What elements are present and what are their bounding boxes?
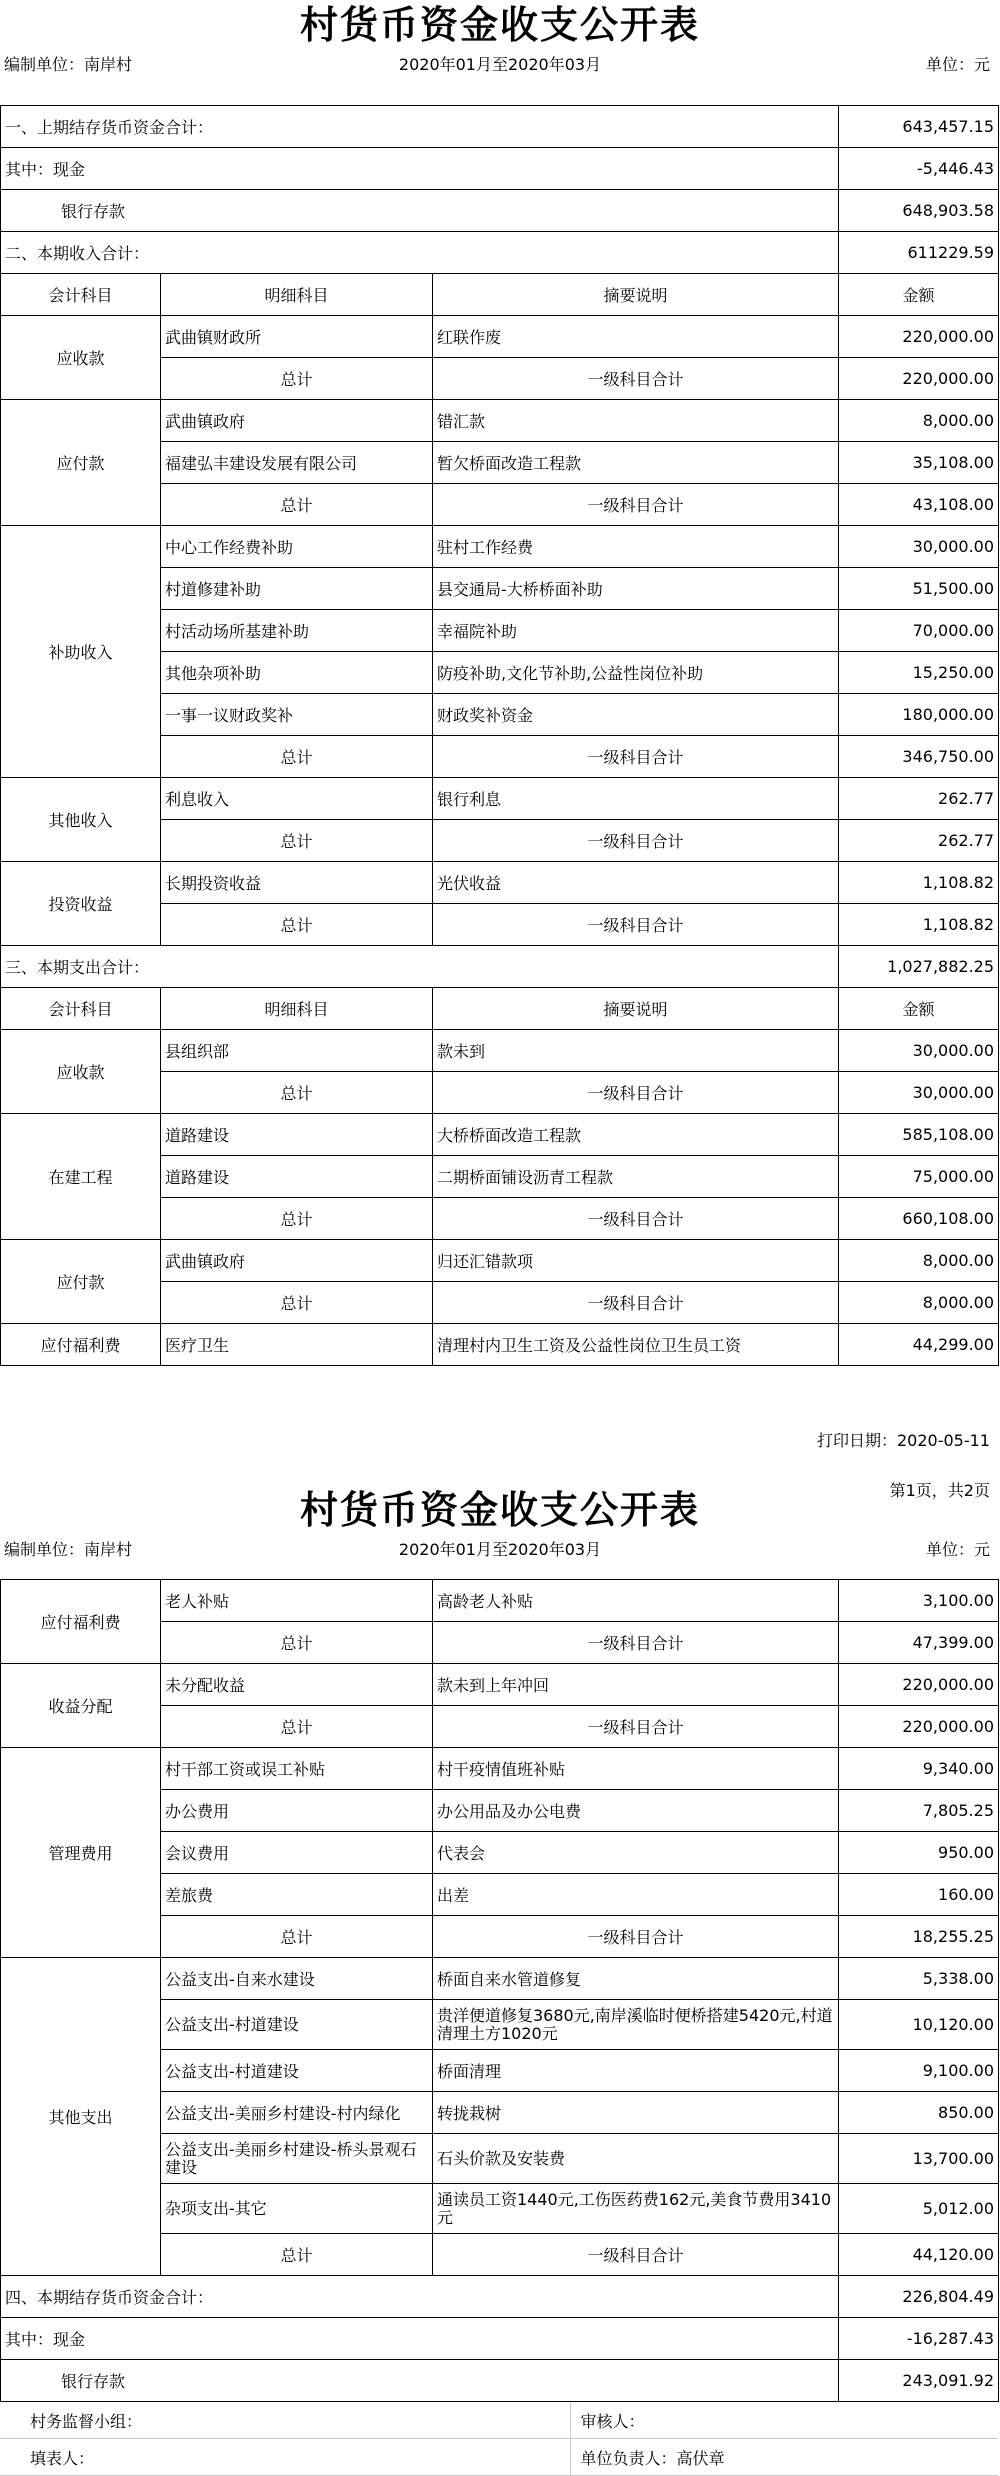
desc-cell: 归还汇错款项 (433, 1240, 839, 1282)
first-level-label: 一级科目合计 (433, 484, 839, 526)
first-level-label: 一级科目合计 (433, 1198, 839, 1240)
ledger-table-2 (0, 1579, 999, 2402)
total-label: 总计 (161, 358, 433, 400)
subtotal-amount: 44,120.00 (839, 2234, 999, 2276)
first-level-label: 一级科目合计 (433, 1622, 839, 1664)
preparer-label: 填表人： (0, 2439, 570, 2476)
table-row (1, 1580, 999, 1622)
desc-cell: 二期桥面铺设沥青工程款 (433, 1156, 839, 1198)
subject-cell: 应收款 (1, 316, 161, 400)
opening-bank-row (1, 190, 999, 232)
amount-cell: 44,299.00 (839, 1324, 999, 1366)
supervisor-label: 村务监督小组： (0, 2402, 570, 2439)
amount-cell: 585,108.00 (839, 1114, 999, 1156)
detail-cell: 武曲镇财政所 (161, 316, 433, 358)
total-label: 总计 (161, 1072, 433, 1114)
desc-cell: 通读员工资1440元,工伤医药费162元,美食节费用3410元 (433, 2184, 839, 2234)
detail-cell: 村活动场所基建补助 (161, 610, 433, 652)
detail-cell: 长期投资收益 (161, 862, 433, 904)
col-header-subject: 会计科目 (1, 988, 161, 1030)
first-level-label: 一级科目合计 (433, 2234, 839, 2276)
subject-cell: 其他支出 (1, 1958, 161, 2276)
first-level-label: 一级科目合计 (433, 1282, 839, 1324)
subtotal-amount: 220,000.00 (839, 358, 999, 400)
compiling-unit: 编制单位：南岸村 (4, 55, 133, 74)
amount-cell: 30,000.00 (839, 526, 999, 568)
amount-cell: 8,000.00 (839, 400, 999, 442)
amount-cell: 220,000.00 (839, 1664, 999, 1706)
amount-cell: 850.00 (839, 2092, 999, 2134)
table-row (1, 400, 999, 442)
expense-section-continued (1, 1580, 999, 2276)
closing-bank-label: 银行存款 (1, 2360, 839, 2402)
detail-cell: 老人补贴 (161, 1580, 433, 1622)
opening-cash-row (1, 148, 999, 190)
opening-bank-amount: 648,903.58 (839, 190, 999, 232)
desc-cell: 幸福院补助 (433, 610, 839, 652)
detail-cell: 办公费用 (161, 1790, 433, 1832)
amount-cell: 15,250.00 (839, 652, 999, 694)
page-number: 第1页，共2页 (889, 1481, 990, 1500)
subject-cell: 应付福利费 (1, 1324, 161, 1366)
total-label: 总计 (161, 1916, 433, 1958)
amount-cell: 35,108.00 (839, 442, 999, 484)
first-level-label: 一级科目合计 (433, 1072, 839, 1114)
subject-cell: 管理费用 (1, 1748, 161, 1958)
desc-cell: 桥面清理 (433, 2050, 839, 2092)
desc-cell: 光伏收益 (433, 862, 839, 904)
amount-cell: 9,100.00 (839, 2050, 999, 2092)
table-row (1, 316, 999, 358)
first-level-label: 一级科目合计 (433, 1706, 839, 1748)
detail-cell: 武曲镇政府 (161, 1240, 433, 1282)
opening-cash-amount: -5,446.43 (839, 148, 999, 190)
desc-cell: 转拢栽树 (433, 2092, 839, 2134)
detail-cell: 公益支出-美丽乡村建设-村内绿化 (161, 2092, 433, 2134)
subtotal-amount: 43,108.00 (839, 484, 999, 526)
amount-cell: 10,120.00 (839, 2000, 999, 2050)
desc-cell: 石头价款及安装费 (433, 2134, 839, 2184)
amount-cell: 51,500.00 (839, 568, 999, 610)
subject-cell: 应付福利费 (1, 1580, 161, 1664)
total-label: 总计 (161, 1706, 433, 1748)
detail-cell: 村干部工资或误工补贴 (161, 1748, 433, 1790)
desc-cell: 代表会 (433, 1832, 839, 1874)
amount-cell: 70,000.00 (839, 610, 999, 652)
detail-cell: 道路建设 (161, 1156, 433, 1198)
opening-cash-label: 其中：现金 (1, 148, 839, 190)
total-label: 总计 (161, 736, 433, 778)
desc-cell: 红联作废 (433, 316, 839, 358)
amount-cell: 1,108.82 (839, 862, 999, 904)
desc-cell: 款未到上年冲回 (433, 1664, 839, 1706)
desc-cell: 款未到 (433, 1030, 839, 1072)
amount-cell: 5,338.00 (839, 1958, 999, 2000)
detail-cell: 公益支出-村道建设 (161, 2050, 433, 2092)
col-header-amount: 金额 (839, 274, 999, 316)
amount-cell: 7,805.25 (839, 1790, 999, 1832)
meta-row (0, 1535, 1000, 1565)
detail-cell: 差旅费 (161, 1874, 433, 1916)
table-row (1, 1748, 999, 1790)
total-label: 总计 (161, 904, 433, 946)
closing-bank-row (1, 2360, 999, 2402)
col-header-amount: 金额 (839, 988, 999, 1030)
col-header-desc: 摘要说明 (433, 988, 839, 1030)
amount-cell: 3,100.00 (839, 1580, 999, 1622)
page-title: 村货币资金收支公开表 (299, 2, 700, 47)
desc-cell: 办公用品及办公电费 (433, 1790, 839, 1832)
total-label: 总计 (161, 1622, 433, 1664)
total-label: 总计 (161, 2234, 433, 2276)
table-header-row (1, 274, 999, 316)
total-label: 总计 (161, 484, 433, 526)
detail-cell: 一事一议财政奖补 (161, 694, 433, 736)
subject-cell: 补助收入 (1, 526, 161, 778)
desc-cell: 桥面自来水管道修复 (433, 1958, 839, 2000)
subject-cell: 投资收益 (1, 862, 161, 946)
report-period: 2020年01月至2020年03月 (398, 1540, 602, 1559)
amount-cell: 220,000.00 (839, 316, 999, 358)
expense-total-label: 三、本期支出合计： (1, 946, 839, 988)
leader-label: 单位负责人：高伏章 (570, 2439, 998, 2476)
desc-cell: 高龄老人补贴 (433, 1580, 839, 1622)
col-header-detail: 明细科目 (161, 274, 433, 316)
col-header-desc: 摘要说明 (433, 274, 839, 316)
table-row (1, 778, 999, 820)
amount-cell: 950.00 (839, 1832, 999, 1874)
amount-cell: 262.77 (839, 778, 999, 820)
desc-cell: 财政奖补资金 (433, 694, 839, 736)
compiling-unit: 编制单位：南岸村 (4, 1540, 133, 1559)
report-period: 2020年01月至2020年03月 (398, 55, 602, 74)
col-header-subject: 会计科目 (1, 274, 161, 316)
table-row (1, 1240, 999, 1282)
detail-cell: 公益支出-自来水建设 (161, 1958, 433, 2000)
first-level-label: 一级科目合计 (433, 1916, 839, 1958)
subtotal-amount: 346,750.00 (839, 736, 999, 778)
amount-cell: 13,700.00 (839, 2134, 999, 2184)
page-title: 村货币资金收支公开表 (299, 1487, 700, 1532)
income-total-label: 二、本期收入合计： (1, 232, 839, 274)
amount-cell: 5,012.00 (839, 2184, 999, 2234)
subject-cell: 在建工程 (1, 1114, 161, 1240)
opening-total-amount: 643,457.15 (839, 106, 999, 148)
subtotal-amount: 47,399.00 (839, 1622, 999, 1664)
detail-cell: 武曲镇政府 (161, 400, 433, 442)
desc-cell: 清理村内卫生工资及公益性岗位卫生员工资 (433, 1324, 839, 1366)
desc-cell: 银行利息 (433, 778, 839, 820)
table-row (1, 1958, 999, 2000)
subtotal-amount: 18,255.25 (839, 1916, 999, 1958)
amount-cell: 160.00 (839, 1874, 999, 1916)
income-total-row (1, 232, 999, 274)
subtotal-amount: 1,108.82 (839, 904, 999, 946)
detail-cell: 医疗卫生 (161, 1324, 433, 1366)
table-row (1, 1030, 999, 1072)
table-row (1, 1664, 999, 1706)
desc-cell: 大桥桥面改造工程款 (433, 1114, 839, 1156)
detail-cell: 会议费用 (161, 1832, 433, 1874)
sheet-page-2 (0, 1485, 1000, 2476)
subtotal-amount: 30,000.00 (839, 1072, 999, 1114)
desc-cell: 驻村工作经费 (433, 526, 839, 568)
desc-cell: 村干疫情值班补贴 (433, 1748, 839, 1790)
first-level-label: 一级科目合计 (433, 820, 839, 862)
detail-cell: 县组织部 (161, 1030, 433, 1072)
income-total-amount: 611229.59 (839, 232, 999, 274)
first-level-label: 一级科目合计 (433, 358, 839, 400)
table-row (1, 1114, 999, 1156)
subtotal-amount: 220,000.00 (839, 1706, 999, 1748)
desc-cell: 贵洋便道修复3680元,南岸溪临时便桥搭建5420元,村道清理土方1020元 (433, 2000, 839, 2050)
detail-cell: 村道修建补助 (161, 568, 433, 610)
subject-cell: 应付款 (1, 400, 161, 526)
closing-total-amount: 226,804.49 (839, 2276, 999, 2318)
table-row (1, 1324, 999, 1366)
amount-cell: 8,000.00 (839, 1240, 999, 1282)
opening-total-row (1, 106, 999, 148)
opening-total-label: 一、上期结存货币资金合计： (1, 106, 839, 148)
subject-cell: 收益分配 (1, 1664, 161, 1748)
detail-cell: 道路建设 (161, 1114, 433, 1156)
desc-cell: 防疫补助,文化节补助,公益性岗位补助 (433, 652, 839, 694)
table-header-row (1, 988, 999, 1030)
subtotal-amount: 262.77 (839, 820, 999, 862)
meta-row (0, 50, 1000, 80)
amount-cell: 30,000.00 (839, 1030, 999, 1072)
desc-cell: 出差 (433, 1874, 839, 1916)
reviewer-label: 审核人： (570, 2402, 998, 2439)
detail-cell: 其他杂项补助 (161, 652, 433, 694)
closing-cash-row (1, 2318, 999, 2360)
desc-cell: 县交通局-大桥桥面补助 (433, 568, 839, 610)
detail-cell: 中心工作经费补助 (161, 526, 433, 568)
opening-bank-label: 银行存款 (1, 190, 839, 232)
closing-cash-label: 其中：现金 (1, 2318, 839, 2360)
expense-total-row (1, 946, 999, 988)
ledger-table-1 (0, 105, 999, 1366)
detail-cell: 杂项支出-其它 (161, 2184, 433, 2234)
print-date: 打印日期：2020-05-11 (817, 1431, 990, 1450)
currency-unit: 单位：元 (925, 1540, 990, 1559)
total-label: 总计 (161, 1282, 433, 1324)
currency-unit: 单位：元 (925, 55, 990, 74)
table-row (1, 526, 999, 568)
amount-cell: 180,000.00 (839, 694, 999, 736)
total-label: 总计 (161, 820, 433, 862)
desc-cell: 暂欠桥面改造工程款 (433, 442, 839, 484)
detail-cell: 福建弘丰建设发展有限公司 (161, 442, 433, 484)
closing-cash-amount: -16,287.43 (839, 2318, 999, 2360)
closing-bank-amount: 243,091.92 (839, 2360, 999, 2402)
table-row (1, 862, 999, 904)
expense-section (1, 1030, 999, 1324)
amount-cell: 9,340.00 (839, 1748, 999, 1790)
col-header-detail: 明细科目 (161, 988, 433, 1030)
expense-total-amount: 1,027,882.25 (839, 946, 999, 988)
subtotal-amount: 8,000.00 (839, 1282, 999, 1324)
detail-cell: 公益支出-美丽乡村建设-桥头景观石建设 (161, 2134, 433, 2184)
subject-cell: 应收款 (1, 1030, 161, 1114)
first-level-label: 一级科目合计 (433, 904, 839, 946)
subject-cell: 应付款 (1, 1240, 161, 1324)
desc-cell: 错汇款 (433, 400, 839, 442)
first-level-label: 一级科目合计 (433, 736, 839, 778)
closing-total-row (1, 2276, 999, 2318)
detail-cell: 公益支出-村道建设 (161, 2000, 433, 2050)
closing-total-label: 四、本期结存货币资金合计： (1, 2276, 839, 2318)
subject-cell: 其他收入 (1, 778, 161, 862)
detail-cell: 未分配收益 (161, 1664, 433, 1706)
amount-cell: 75,000.00 (839, 1156, 999, 1198)
subtotal-amount: 660,108.00 (839, 1198, 999, 1240)
total-label: 总计 (161, 1198, 433, 1240)
income-section (1, 316, 999, 946)
detail-cell: 利息收入 (161, 778, 433, 820)
